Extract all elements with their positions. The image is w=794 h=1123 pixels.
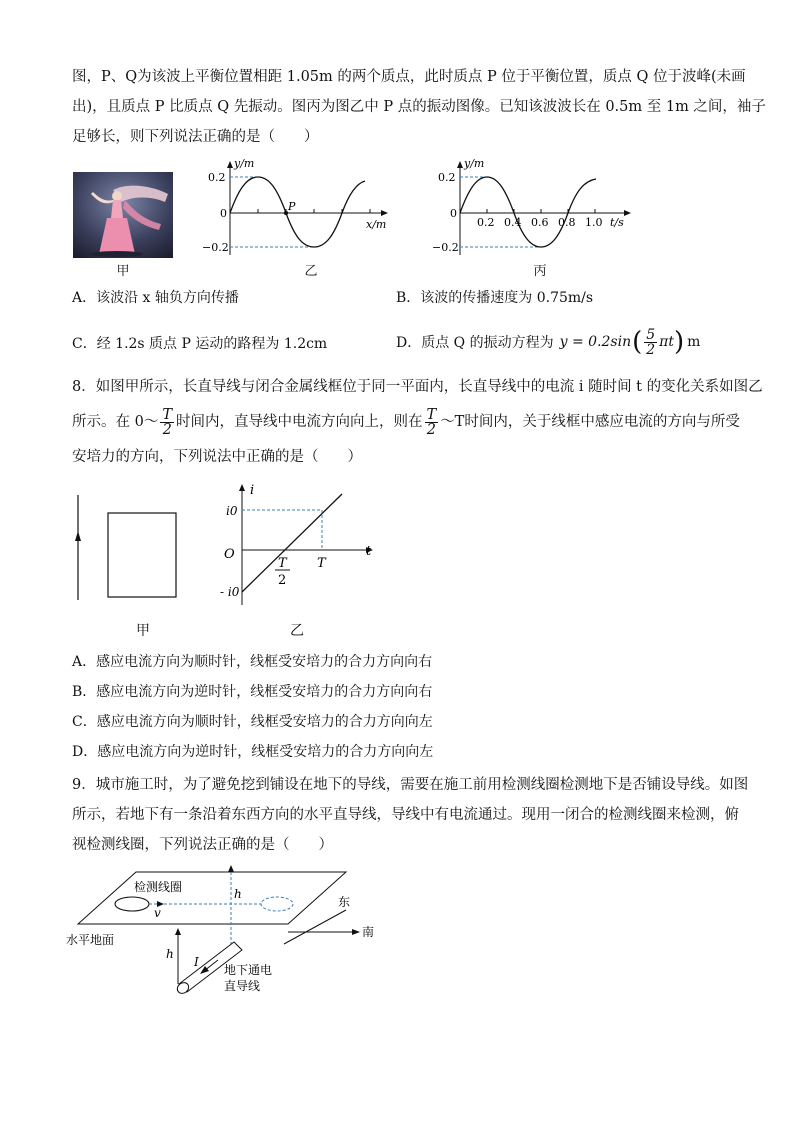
q8-origin: O: [224, 547, 235, 562]
q8-current-arrow-icon: [75, 531, 81, 541]
q8-current-line: [242, 494, 342, 592]
bing-tick-0: 0.2: [477, 216, 495, 229]
q9-coil-start: [115, 897, 149, 911]
q7-fig-bing: [420, 155, 640, 260]
q9-v-label: v: [154, 906, 161, 920]
q9-ground-label: 水平地面: [66, 933, 115, 947]
q7-option-a[interactable]: A．该波沿 x 轴负方向传播: [72, 290, 239, 306]
q7-option-c[interactable]: C．经 1.2s 质点 P 运动的路程为 1.2cm: [72, 336, 328, 352]
bing-y-bottom: −0.2: [432, 241, 459, 254]
q7-option-b[interactable]: B．该波的传播速度为 0.75m/s: [396, 290, 594, 306]
q8-line-2: [72, 402, 740, 442]
q7-fig-bing-caption: 丙: [533, 264, 547, 279]
yi-y-label: y/m: [234, 157, 255, 170]
q9-h-top-label: h: [234, 887, 242, 901]
q9-line-2: 所示，若地下有一条沿着东西方向的水平直导线，导线中有电流通过。现用一闭合的检测线圈来检测，俯: [72, 807, 739, 823]
q8-frac-1: $\frac{T}{2}$: [162, 406, 173, 438]
q8-option-b[interactable]: B．感应电流方向为逆时针，线框受安培力的合力方向向右: [72, 684, 433, 700]
bing-x-label: t/s: [610, 216, 624, 229]
q9-east-axis: [284, 910, 346, 944]
q8-line-2-c: ～T时间内，关于线框中感应电流的方向与所受: [440, 414, 740, 430]
q8-line-2-a: 所示。在 0～: [72, 414, 159, 430]
q8-i-label: i: [250, 483, 255, 498]
q8-i0-top: i0: [226, 504, 238, 518]
bing-y-top: 0.2: [438, 171, 456, 184]
bing-tick-4: 1.0: [585, 216, 603, 229]
q7-dancer-photo: [73, 172, 173, 258]
q9-south-label: 南: [362, 925, 375, 939]
q8-option-d[interactable]: D．感应电流方向为逆时针，线框受安培力的合力方向向左: [72, 744, 434, 760]
bing-tick-1: 0.4: [504, 216, 522, 229]
q7-stem: [72, 62, 766, 152]
q9-ground-plane: [78, 872, 346, 924]
q9-line-1: 9．城市施工时，为了避免挖到铺设在地下的导线，需要在施工前用检测线圈检测地下是否铺设导线。如图: [72, 777, 749, 793]
q8-fig-yi: [220, 480, 380, 608]
q9-coil-label: 检测线圈: [134, 880, 183, 894]
q9-south-arrow-icon: [352, 929, 360, 935]
yi-p-label: P: [288, 200, 296, 213]
q8-option-a[interactable]: A．感应电流方向为顺时针，线框受安培力的合力方向向右: [72, 654, 433, 670]
q7-option-d-frac: $\frac{5}{2}$: [646, 326, 656, 358]
bing-origin: 0: [450, 207, 457, 220]
yi-x-label: x/m: [366, 218, 387, 231]
bing-y-label: y/m: [464, 157, 485, 170]
q9-line-3: 视检测线圈，下列说法正确的是（ ）: [72, 837, 333, 853]
q7-fig-jia-caption: 甲: [116, 264, 130, 279]
q8-fig-jia-caption: 甲: [136, 623, 150, 639]
q7-option-d-prefix: D．质点 Q 的振动方程为: [396, 335, 554, 351]
q8-fig-yi-caption: 乙: [290, 623, 304, 639]
bing-vibration-curve: [460, 177, 596, 247]
q7-fig-yi: [200, 155, 400, 260]
q9-east-label: 东: [338, 895, 351, 909]
q7-fig-yi-caption: 乙: [304, 264, 318, 279]
yi-y-top: 0.2: [208, 171, 226, 184]
q8-t-label: t: [366, 544, 372, 559]
q8-frac-2: $\frac{T}{2}$: [426, 406, 437, 438]
q9-current-label: I: [194, 955, 199, 969]
q9-h-left-label: h: [166, 947, 174, 961]
q8-fig-jia: [68, 485, 188, 605]
yi-y-bottom: −0.2: [202, 241, 229, 254]
q8-line-2-b: 时间内，直导线中电流方向向上，则在: [176, 414, 423, 430]
q7-option-d[interactable]: D．质点 Q 的振动方程为 y = 0.2sin ( $\frac{5}{2}$ πt ) m: [396, 326, 701, 358]
q9-fig: [66, 862, 386, 1002]
q8-line-3: 安培力的方向，下列说法中正确的是（ ）: [72, 449, 362, 465]
q8-t-half-num: T: [278, 556, 287, 571]
bing-tick-2: 0.6: [531, 216, 549, 229]
bing-tick-3: 0.8: [558, 216, 576, 229]
yi-wave-curve: [230, 177, 365, 247]
q8-line-1: 8．如图甲所示，长直导线与闭合金属线框位于同一平面内，长直导线中的电流 i 随时间 t 的变化关系如图乙: [72, 379, 763, 395]
q7-option-d-unit: m: [687, 334, 701, 350]
q9-wire-label-1: 地下通电: [224, 963, 273, 977]
q8-i0-bottom: - i0: [220, 585, 240, 599]
q7-stem-line-3: 足够长，则下列说法正确的是（ ）: [72, 129, 319, 145]
q8-option-c[interactable]: C．感应电流方向为顺时针，线框受安培力的合力方向向左: [72, 714, 433, 730]
q9-stem: [72, 770, 749, 860]
q7-stem-line-1: 图，P、Q为该波上平衡位置相距 1.05m 的两个质点，此时质点 P 位于平衡位置，质点 Q 位于波峰(未画: [72, 69, 746, 85]
q8-t-half-den: 2: [278, 573, 287, 588]
q7-option-d-formula-left: y = 0.2sin: [559, 334, 632, 350]
q8-stem: [72, 372, 763, 472]
q7-stem-line-2: 出)，且质点 P 比质点 Q 先振动。图丙为图乙中 P 点的振动图像。已知该波波长在 0.5m 至 1m 之间，袖子: [72, 99, 766, 115]
q9-wire-label-2: 直导线: [224, 979, 261, 993]
q8-metal-loop: [108, 513, 176, 597]
q9-coil-end: [261, 897, 293, 911]
yi-origin: 0: [220, 207, 227, 220]
q8-T-label: T: [317, 556, 326, 571]
q7-option-d-formula-right: πt: [659, 334, 674, 350]
